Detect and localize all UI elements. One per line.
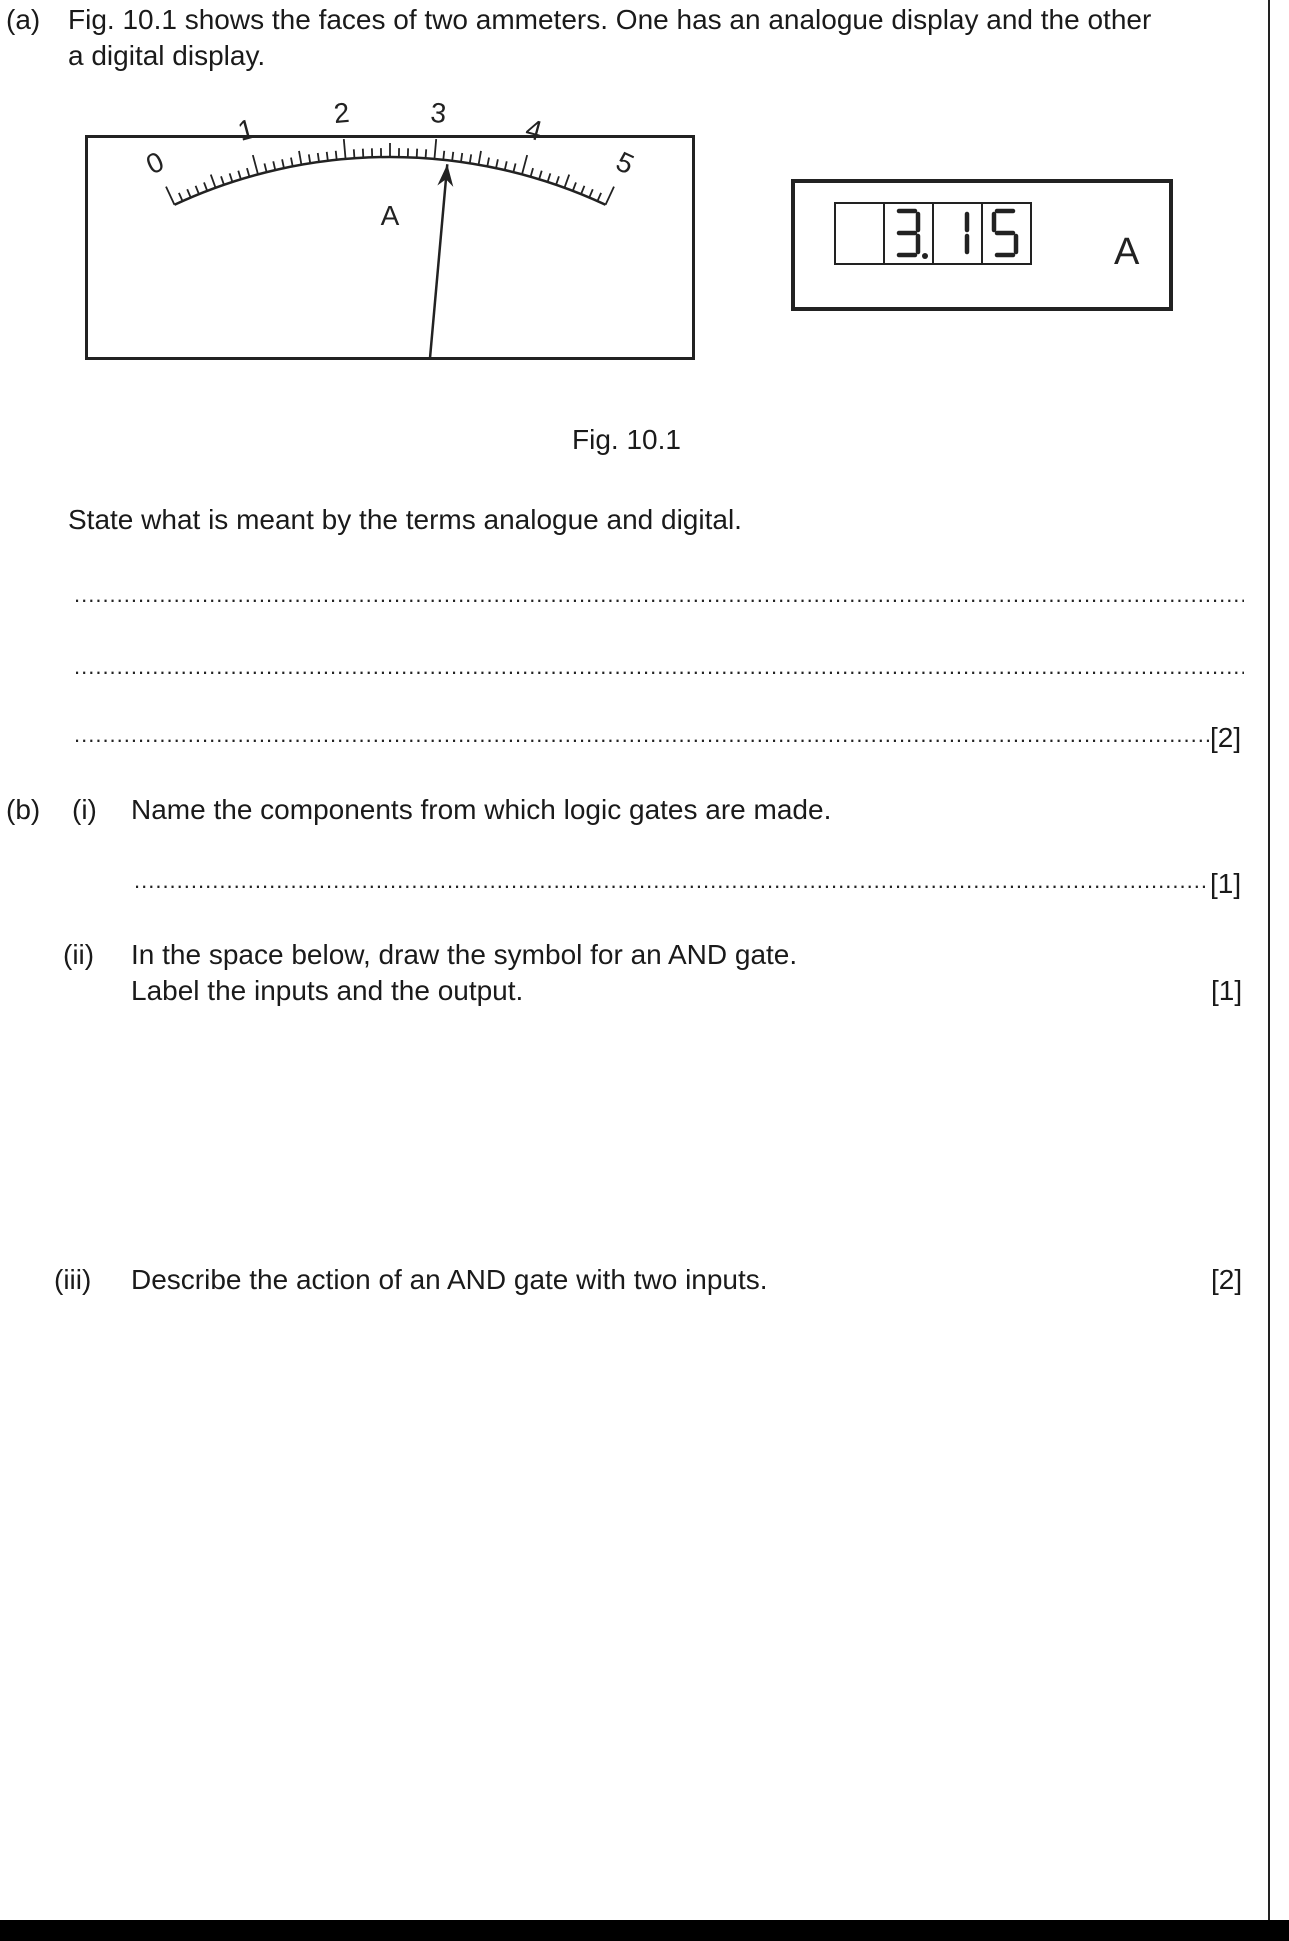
part-b-ii-line2: Label the inputs and the output. [131, 975, 524, 1006]
analogue-meter-frame [87, 137, 694, 359]
part-b-iii-question: Describe the action of an AND gate with two inputs. [131, 1264, 768, 1295]
part-b-iii-marks: [2] [1211, 1264, 1243, 1295]
part-b-ii-marks: [1] [1211, 975, 1243, 1006]
part-a-intro-line1: Fig. 10.1 shows the faces of two ammeters. One has an analogue display and the other [68, 4, 1152, 35]
analogue-tick [426, 149, 427, 158]
analogue-tick [452, 152, 453, 161]
part-b-i-label: (i) [72, 794, 97, 825]
answer-line-b-i[interactable] [134, 868, 1210, 894]
part-b-label: (b) [6, 794, 41, 825]
part-b-i-question: Name the components from which logic gates are made. [131, 794, 832, 825]
analogue-tick [336, 151, 337, 160]
part-b-ii-line1: In the space below, draw the symbol for an AND gate. [131, 939, 798, 970]
page-right-border [1268, 0, 1270, 1920]
analogue-tick [443, 151, 444, 160]
answer-line-a1[interactable] [74, 582, 1244, 608]
analogue-scale-label-5: 5 [611, 145, 639, 181]
page-bottom-bar [0, 1920, 1289, 1941]
part-b-iii-label: (iii) [54, 1264, 92, 1295]
answer-line-a2[interactable] [74, 654, 1244, 680]
analogue-tick [461, 153, 462, 162]
analogue-unit-label: A [380, 200, 400, 231]
part-a-question: State what is meant by the terms analogue and digital. [68, 504, 742, 535]
analogue-tick [354, 149, 355, 158]
part-a-intro-line2: a digital display. [68, 40, 266, 71]
analogue-scale-label-4: 4 [522, 112, 546, 147]
figure-caption: Fig. 10.1 [572, 424, 681, 455]
part-a-marks: [2] [1210, 722, 1242, 753]
analogue-scale-label-2: 2 [332, 96, 351, 130]
digital-unit-label: A [1114, 231, 1140, 273]
decimal-point [922, 253, 928, 259]
analogue-scale-label-3: 3 [429, 96, 448, 130]
digital-ammeter [791, 179, 1173, 311]
analogue-scale-label-0: 0 [141, 145, 169, 181]
part-a-label: (a) [6, 4, 41, 35]
analogue-ammeter [85, 96, 695, 360]
analogue-tick [327, 152, 328, 161]
analogue-scale-label-1: 1 [234, 112, 258, 147]
answer-line-a3[interactable] [74, 722, 1210, 748]
part-b-i-marks: [1] [1210, 868, 1242, 899]
part-b-ii-label: (ii) [63, 939, 95, 970]
analogue-tick [318, 153, 319, 162]
